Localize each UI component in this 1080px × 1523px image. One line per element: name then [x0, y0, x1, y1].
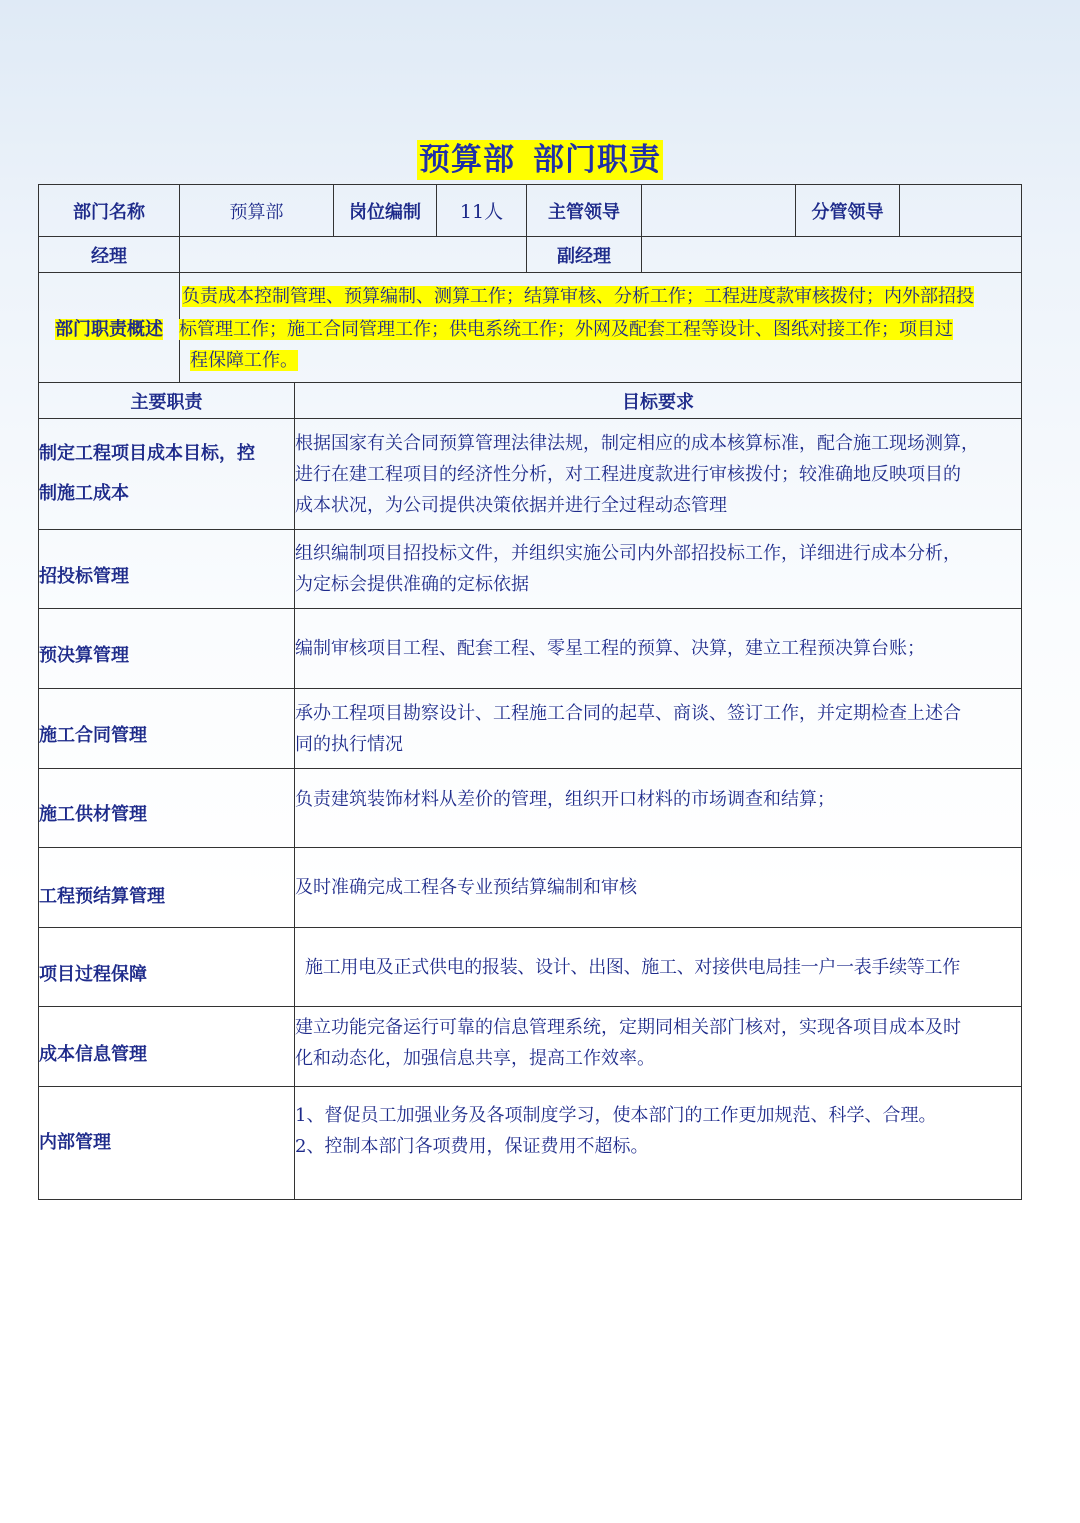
manager-value	[180, 237, 527, 273]
title-part2: 部门职责	[533, 142, 661, 178]
page-title	[417, 140, 663, 180]
headcount-value: 11人	[437, 185, 527, 237]
duty-row	[39, 419, 1022, 530]
duty-name-line-2: 制施工成本	[39, 483, 129, 504]
duty-name: 工程预结算管理	[39, 848, 295, 928]
overview-line-3: 程保障工作。	[190, 349, 298, 371]
duty-target-line-1: 建立功能完备运行可靠的信息管理系统，定期同相关部门核对，实现各项目成本及时	[295, 1016, 961, 1038]
duty-target-line-2: 进行在建工程项目的经济性分析，对工程进度款进行审核拨付；较准确地反映项目的	[295, 463, 961, 485]
duty-target-line-1: 及时准确完成工程各专业预结算编制和审核	[295, 877, 637, 898]
duty-name	[39, 419, 295, 530]
header-row-1	[39, 185, 1022, 237]
duty-target-line-1: 编制审核项目工程、配套工程、零星工程的预算、决算，建立工程预决算台账；	[295, 638, 925, 659]
overview-label-text: 部门职责概述	[55, 318, 163, 340]
duty-row	[39, 530, 1022, 609]
page-title-wrap	[0, 140, 1080, 184]
duty-target	[295, 609, 1022, 689]
overview-row	[39, 273, 1022, 383]
duty-row	[39, 1007, 1022, 1087]
duty-row	[39, 689, 1022, 769]
duty-target	[295, 769, 1022, 848]
duty-name: 施工合同管理	[39, 689, 295, 769]
overview-label	[39, 273, 180, 383]
overview-text	[180, 273, 1022, 383]
duty-row	[39, 1087, 1022, 1200]
deputy-label: 副经理	[527, 237, 642, 273]
duty-name: 项目过程保障	[39, 928, 295, 1007]
duty-row	[39, 928, 1022, 1007]
division-leader-label: 分管领导	[796, 185, 900, 237]
overview-line-1: 负责成本控制管理、预算编制、测算工作；结算审核、分析工作；工程进度款审核拨付；内外部招投	[182, 285, 974, 307]
duty-target-line-1: 承办工程项目勘察设计、工程施工合同的起草、商谈、签订工作，并定期检查上述合	[295, 702, 961, 724]
duty-row	[39, 609, 1022, 689]
duty-target	[295, 689, 1022, 769]
duty-target-line-2: 2、控制本部门各项费用，保证费用不超标。	[295, 1136, 649, 1157]
duty-name: 预决算管理	[39, 609, 295, 689]
duty-row	[39, 769, 1022, 848]
duty-target-line-2: 为定标会提供准确的定标依据	[295, 574, 529, 595]
column-header-target: 目标要求	[295, 383, 1022, 419]
title-part1: 预算部	[419, 142, 515, 178]
division-leader-value	[900, 185, 1022, 237]
duty-target-line-1: 施工用电及正式供电的报装、设计、出图、施工、对接供电局挂一户一表手续等工作	[305, 956, 960, 978]
duty-target-line-3: 成本状况，为公司提供决策依据并进行全过程动态管理	[295, 494, 727, 516]
duty-target-line-1: 负责建筑装饰材料从差价的管理，组织开口材料的市场调查和结算；	[295, 788, 835, 810]
dept-name-value: 预算部	[180, 185, 334, 237]
duty-name: 施工供材管理	[39, 769, 295, 848]
duty-table	[38, 184, 1022, 1200]
deputy-value	[642, 237, 1022, 273]
duty-target-line-1: 1、督促员工加强业务及各项制度学习，使本部门的工作更加规范、科学、合理。	[295, 1105, 937, 1126]
column-header-duty: 主要职责	[39, 383, 295, 419]
duty-row	[39, 848, 1022, 928]
duty-target	[295, 928, 1022, 1007]
overview-line-2: 标管理工作；施工合同管理工作；供电系统工作；外网及配套工程等设计、图纸对接工作；项目过	[179, 318, 953, 340]
supervisor-value	[642, 185, 796, 237]
duty-target	[295, 530, 1022, 609]
duty-target-line-2: 同的执行情况	[295, 733, 403, 755]
duty-target	[295, 848, 1022, 928]
duty-target	[295, 1007, 1022, 1087]
duty-name: 内部管理	[39, 1087, 295, 1200]
manager-label: 经理	[39, 237, 180, 273]
duty-target-line-2: 化和动态化，加强信息共享，提高工作效率。	[295, 1047, 655, 1069]
duty-target	[295, 419, 1022, 530]
duty-target-line-1: 组织编制项目招投标文件，并组织实施公司内外部招投标工作，详细进行成本分析，	[295, 543, 961, 564]
duty-target	[295, 1087, 1022, 1200]
column-header-row	[39, 383, 1022, 419]
supervisor-label: 主管领导	[527, 185, 642, 237]
duty-name: 成本信息管理	[39, 1007, 295, 1087]
duty-name: 招投标管理	[39, 530, 295, 609]
header-row-2	[39, 237, 1022, 273]
duty-name-line-1: 制定工程项目成本目标，控	[39, 443, 255, 464]
dept-name-label: 部门名称	[39, 185, 180, 237]
duty-target-line-1: 根据国家有关合同预算管理法律法规，制定相应的成本核算标准，配合施工现场测算，	[295, 432, 979, 454]
headcount-label: 岗位编制	[334, 185, 437, 237]
